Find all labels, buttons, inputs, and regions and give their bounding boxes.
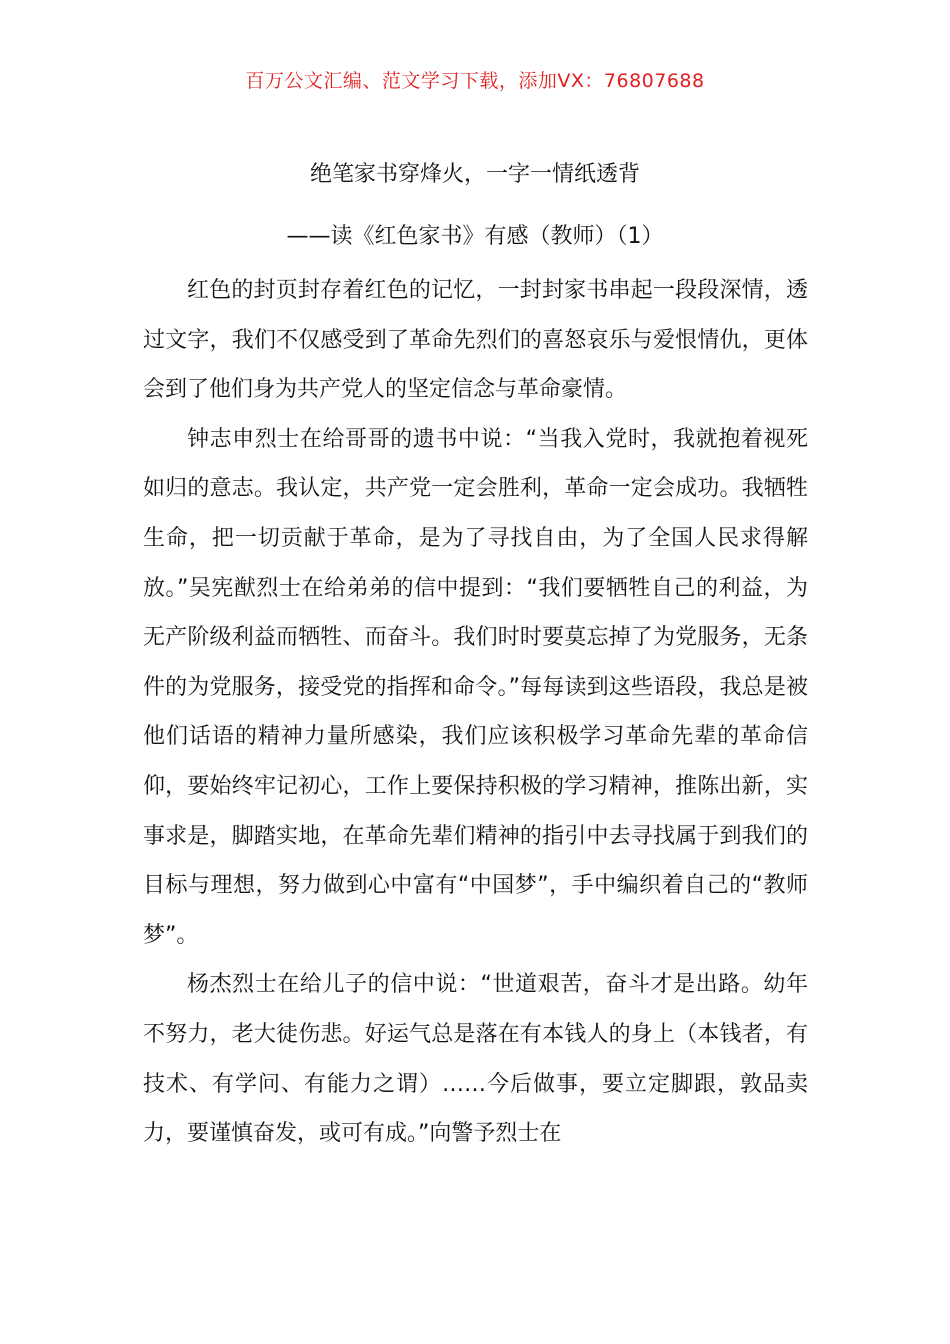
- document-body: [143, 266, 808, 1159]
- document-subtitle: ——读《红色家书》有感（教师）（1）: [286, 224, 664, 249]
- paragraph: 红色的封页封存着红色的记忆，一封封家书串起一段段深情，透过文字，我们不仅感受到了革命先烈们的喜怒哀乐与爱恨情仇，更体会到了他们身为共产党人的坚定信念与革命豪情。: [143, 278, 808, 403]
- paragraph: 杨杰烈士在给儿子的信中说：“世道艰苦，奋斗才是出路。幼年不努力，老大徒伤悲。好运气总是落在有本钱人的身上（本钱者，有技术、有学问、有能力之谓）……今后做事，要立定脚跟，敦品卖力，要谨慎奋发，或可有成。”向警予烈士在: [143, 972, 808, 1147]
- header-promo-note: 百万公文汇编、范文学习下载，添加VX：76807688: [245, 70, 705, 92]
- document-title: 绝笔家书穿烽火，一字一情纸透背: [309, 162, 640, 187]
- paragraph: 钟志申烈士在给哥哥的遗书中说：“当我入党时，我就抱着视死如归的意志。我认定，共产党一定会胜利，革命一定会成功。我牺牲生命，把一切贡献于革命，是为了寻找自由，为了全国人民求得解放。”吴宪猷烈士在给弟弟的信中提到：“我们要牺牲自己的利益，为无产阶级利益而牺牲、而奋斗。我们时时要莫忘掉了为党服务，无条件的为党服务，接受党的指挥和命令。”每每读到这些语段，我总是被他们话语的精神力量所感染，我们应该积极学习革命先辈的革命信仰，要始终牢记初心，工作上要保持积极的学习精神，推陈出新，实事求是，脚踏实地，在革命先辈们精神的指引中去寻找属于到我们的目标与理想，努力做到心中富有“中国梦”，手中编织着自己的“教师梦”。: [143, 426, 808, 948]
